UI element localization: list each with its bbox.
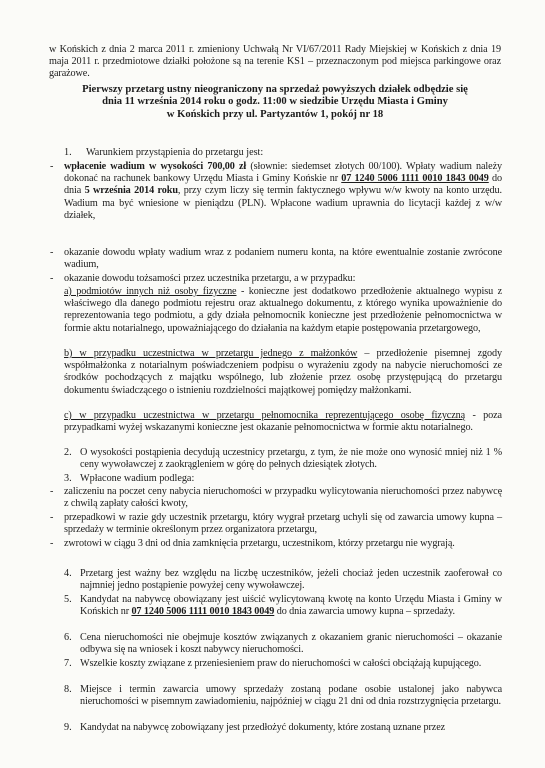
item-4-text: Przetarg jest ważny bez względu na liczbę uczestników, jeżeli chociaż jeden uczestnik zaoferował co najmniej jedno postąpienie powyżej ceny wywoławczej. <box>80 568 502 592</box>
wadium-deadline: 5 września 2014 roku <box>84 185 178 197</box>
item-3-bullet-refund: zwrotowi w ciągu 3 dni od dnia zamknięcia przetargu, uczestnikom, którzy przetargu nie wygrają. <box>64 538 455 549</box>
item-6-text: Cena nieruchomości nie obejmuje kosztów związanych z okazaniem granic nieruchomości – okazanie odbywa się na wniosek i koszt nabywcy nieruchomości. <box>80 632 502 656</box>
bullet-dash: - <box>50 247 54 258</box>
item-1-number: 1. <box>64 147 72 158</box>
item-1-case-a: a) podmiotów innych niż osoby fizyczne - konieczne jest dodatkowo przedłożenie aktualnego wypisu z właściwego dla danego podmiotu rejestru oraz aktualnego dokumentu, z którego wynika upoważnienie do reprezentowania tego podmiotu, a gdy działa pełnomocnik konieczne jest przedłożenie pełnomocnictwa w formie aktu notarialnego, upoważniającego do działania na każdym etapie postępowania przetargowego, <box>64 286 502 334</box>
heading-line-3: w Końskich przy ul. Partyzantów 1, pokój nr 18 <box>166 108 384 120</box>
bullet-dash: - <box>50 486 54 497</box>
item-2-number: 2. <box>64 447 72 458</box>
item-1-bullet-identity: okazanie dowodu tożsamości przez uczestnika przetargu, a w przypadku: <box>64 273 356 284</box>
item-5-number: 5. <box>64 594 72 605</box>
item-9-text: Kandydat na nabywcę zobowiązany jest przedłożyć dokumenty, które zostaną uznane przez <box>80 722 446 733</box>
bank-account-number: 07 1240 5006 1111 0010 1843 0049 <box>341 173 489 185</box>
item-1-bullet-wadium: wpłacenie wadium w wysokości 700,00 zł (słownie: siedemset złotych 00/100). Wpłaty wadium należy dokonać na rachunek bankowy Urzędu Miasta i Gminy Końskie nr 07 1240 5006 1111 0010 1843 0049 do dnia 5 września 2014 roku, przy czym liczy się termin faktycznego wpływu w/w kwoty na konto urzędu. Wadium ma być wniesione w pieniądzu (PLN). Wpłacone wadium uprawnia do licytacji każdej z w/w działek, <box>64 161 502 221</box>
bullet-dash: - <box>50 273 54 284</box>
bullet-dash: - <box>50 161 54 172</box>
wadium-amount: wpłacenie wadium w wysokości 700,00 zł <box>64 161 247 172</box>
item-3-number: 3. <box>64 473 72 484</box>
item-3-lead: Wpłacone wadium podlega: <box>80 473 195 484</box>
item-8-text: Miejsce i termin zawarcia umowy sprzedaży zostaną podane osobie ustalonej jako nabywca nieruchomości w pisemnym zawiadomieniu, najpóźniej w ciągu 21 dni od dnia rozstrzygnięcia przetargu. <box>80 684 502 708</box>
item-2-text: O wysokości postąpienia decydują uczestnicy przetargu, z tym, że nie może ono wynosić mniej niż 1 % ceny wywoławczej z zaokrągleniem w górę do pełnych dziesiątek złotych. <box>80 447 502 471</box>
item-8-number: 8. <box>64 684 72 695</box>
intro-paragraph: w Końskich z dnia 2 marca 2011 r. zmieniony Uchwałą Nr VI/67/2011 Rady Miejskiej w Końskich z dnia 19 maja 2011 r. przedmiotowe działki położone są na terenie KS1 – przeznaczonym pod miejsca parkingowe oraz garażowe. <box>49 44 501 80</box>
item-3-bullet-credit: zaliczeniu na poczet ceny nabycia nieruchomości w przypadku wylicytowania nieruchomości przez nabywcę z chwilą zapłaty całości kwoty, <box>64 486 502 510</box>
item-5-text: Kandydat na nabywcę obowiązany jest uiścić wylicytowaną kwotę na konto Urzędu Miasta i Gminy w Końskich nr 07 1240 5006 1111 0010 1843 0049 do dnia zawarcia umowy kupna – sprzedaży. <box>80 594 502 618</box>
bullet-dash: - <box>50 538 54 549</box>
auction-heading <box>50 84 500 121</box>
heading-line-2: dnia 11 września 2014 roku o godz. 11:00 w siedzibie Urzędu Miasta i Gminy <box>102 96 448 108</box>
item-1-case-c: c) w przypadku uczestnictwa w przetargu pełnomocnika reprezentującego osobę fizyczną - poza przypadkami wyżej wskazanymi konieczne jest okazanie pełnomocnictwa w formie aktu notarialnego. <box>64 410 502 434</box>
bank-account-number: 07 1240 5006 1111 0010 1843 0049 <box>131 606 275 618</box>
item-1-lead: Warunkiem przystąpienia do przetargu jest: <box>86 147 264 158</box>
item-7-text: Wszelkie koszty związane z przeniesieniem praw do nieruchomości w całości obciążają kupującego. <box>80 658 482 669</box>
item-3-bullet-forfeit: przepadkowi w razie gdy uczestnik przetargu, który wygrał przetarg uchyli się od zawarcia umowy kupna – sprzedaży w terminie określonym przez organizatora przetargu, <box>64 512 502 536</box>
heading-line-1: Pierwszy przetarg ustny nieograniczony na sprzedaż powyższych działek odbędzie się <box>82 84 468 95</box>
item-6-number: 6. <box>64 632 72 643</box>
item-4-number: 4. <box>64 568 72 579</box>
bullet-dash: - <box>50 512 54 523</box>
item-1-case-b: b) w przypadku uczestnictwa w przetargu jednego z małżonków – przedłożenie pisemnej zgody współmałżonka z notarialnym poświadczeniem podpisu o wyrażeniu zgody na nabycie nieruchomości ze środków pochodzących z majątku wspólnego, lub złożenie przez osobę przystępującą do przetargu dokumentu świadczącego o istnieniu rozdzielności majątkowej pomiędzy małżonkami. <box>64 348 502 396</box>
item-1-bullet-proof: okazanie dowodu wpłaty wadium wraz z podaniem numeru konta, na które ewentualnie zostanie zwrócone wadium, <box>64 247 502 271</box>
item-9-number: 9. <box>64 722 72 733</box>
item-7-number: 7. <box>64 658 72 669</box>
